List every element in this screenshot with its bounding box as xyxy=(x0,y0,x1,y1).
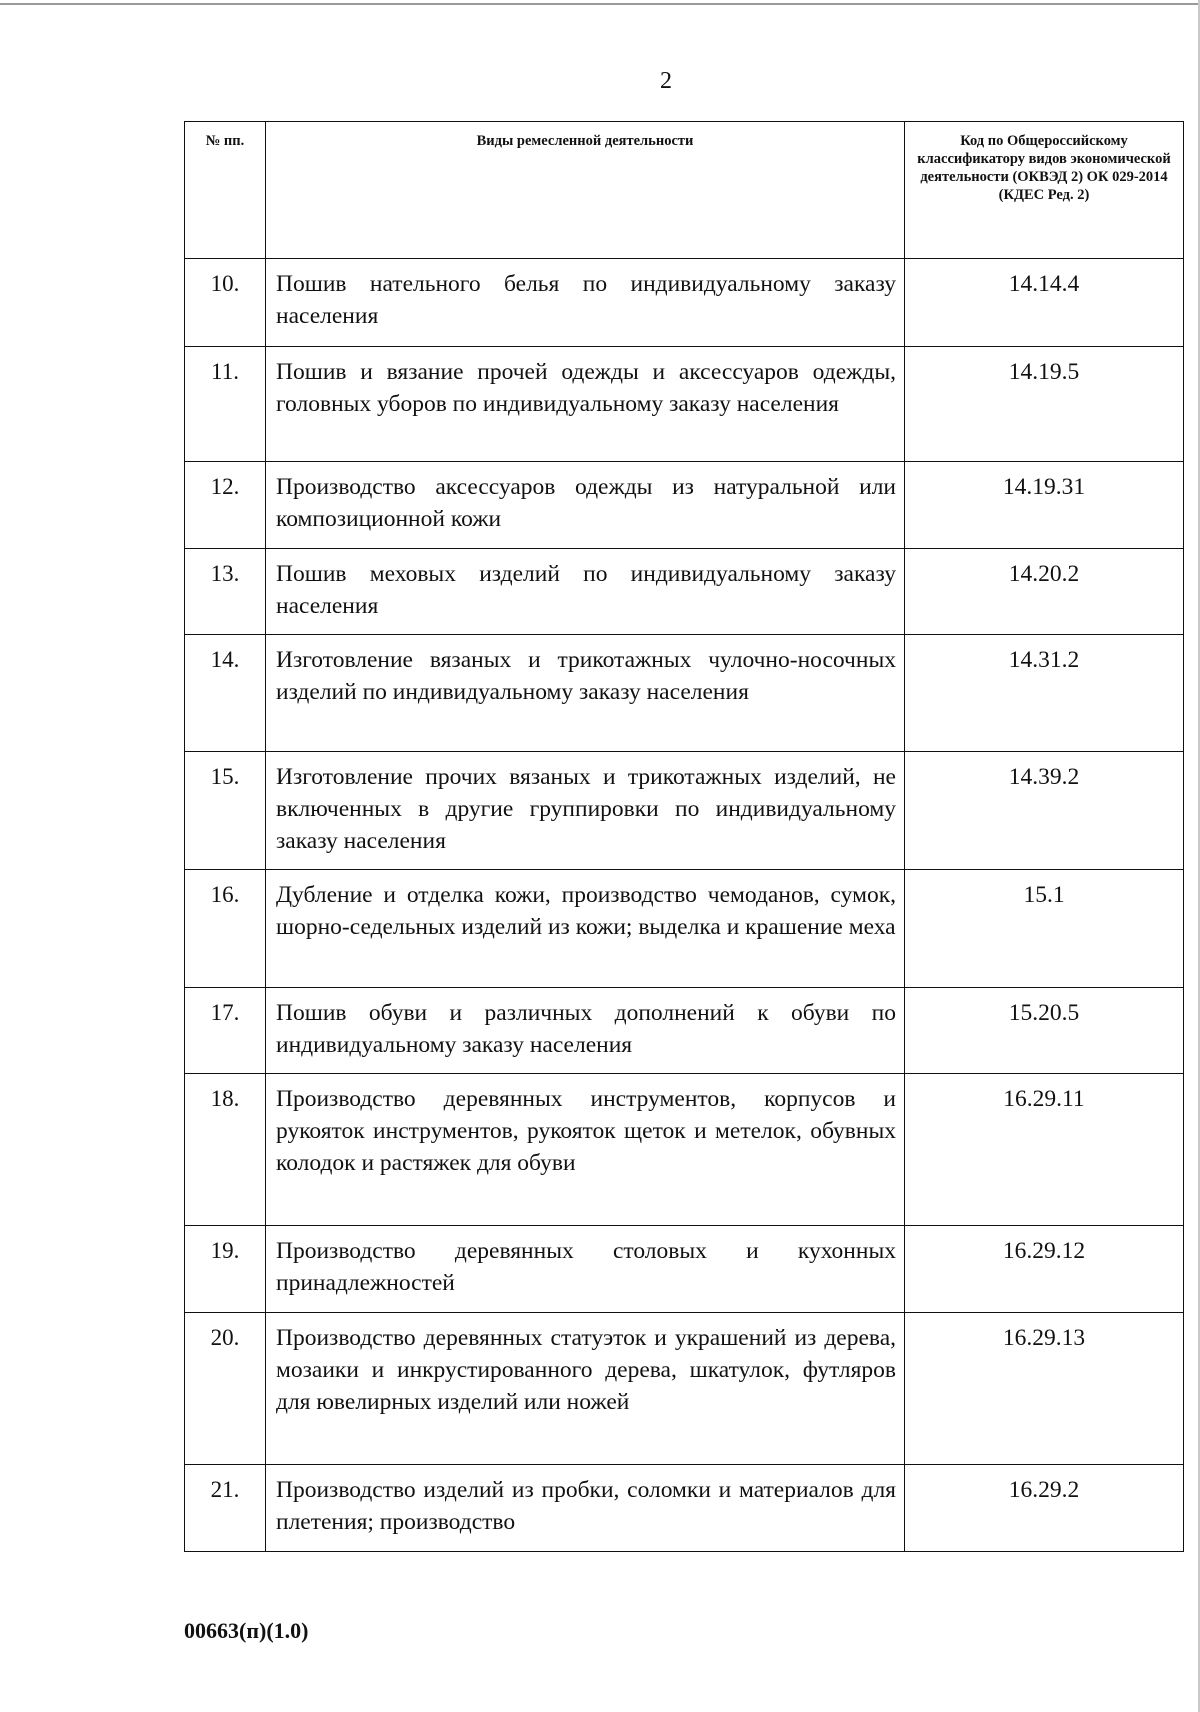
row-activity: Производство изделий из пробки, соломки и материалов для плетения; производство xyxy=(266,1465,905,1552)
row-activity: Изготовление прочих вязаных и трикотажных изделий, не включенных в другие группировки по индивидуальному заказу населения xyxy=(266,752,905,870)
table-row xyxy=(185,347,1184,462)
row-number: 14. xyxy=(185,635,266,752)
table-row xyxy=(185,1226,1184,1313)
row-code: 16.29.13 xyxy=(905,1313,1184,1465)
row-code: 16.29.12 xyxy=(905,1226,1184,1313)
row-number: 21. xyxy=(185,1465,266,1552)
header-okved-code: Код по Общероссийскому классификатору видов экономической деятельности (ОКВЭД 2) ОК 029-2014 (КДЕС Ред. 2) xyxy=(905,122,1184,259)
row-activity: Пошив нательного белья по индивидуальному заказу населения xyxy=(266,259,905,347)
table-row xyxy=(185,549,1184,635)
page-number: 2 xyxy=(660,68,672,94)
row-code: 14.39.2 xyxy=(905,752,1184,870)
row-code: 15.1 xyxy=(905,870,1184,988)
header-number: № пп. xyxy=(185,122,266,259)
row-code: 16.29.11 xyxy=(905,1074,1184,1226)
row-code: 14.14.4 xyxy=(905,259,1184,347)
table-row xyxy=(185,259,1184,347)
table-row xyxy=(185,988,1184,1074)
table-row xyxy=(185,462,1184,549)
row-activity: Изготовление вязаных и трикотажных чулочно-носочных изделий по индивидуальному заказу населения xyxy=(266,635,905,752)
row-number: 10. xyxy=(185,259,266,347)
craft-activities-table xyxy=(184,121,1184,1552)
table-row xyxy=(185,1465,1184,1552)
row-activity: Производство деревянных столовых и кухонных принадлежностей xyxy=(266,1226,905,1313)
row-code: 14.19.5 xyxy=(905,347,1184,462)
row-number: 11. xyxy=(185,347,266,462)
header-activity: Виды ремесленной деятельности xyxy=(266,122,905,259)
row-number: 18. xyxy=(185,1074,266,1226)
scan-border-top xyxy=(0,3,1200,5)
table-row xyxy=(185,1074,1184,1226)
row-number: 16. xyxy=(185,870,266,988)
table-row xyxy=(185,635,1184,752)
row-code: 14.19.31 xyxy=(905,462,1184,549)
table-header-row xyxy=(185,122,1184,259)
row-number: 15. xyxy=(185,752,266,870)
row-activity: Производство аксессуаров одежды из натуральной или композиционной кожи xyxy=(266,462,905,549)
row-activity: Пошив и вязание прочей одежды и аксессуаров одежды, головных уборов по индивидуальному заказу населения xyxy=(266,347,905,462)
table-row xyxy=(185,870,1184,988)
row-code: 14.31.2 xyxy=(905,635,1184,752)
row-number: 12. xyxy=(185,462,266,549)
row-code: 14.20.2 xyxy=(905,549,1184,635)
table-row xyxy=(185,1313,1184,1465)
row-number: 17. xyxy=(185,988,266,1074)
row-activity: Дубление и отделка кожи, производство чемоданов, сумок, шорно-седельных изделий из кожи; выделка и крашение меха xyxy=(266,870,905,988)
row-activity: Производство деревянных инструментов, корпусов и рукояток инструментов, рукояток щеток и метелок, обувных колодок и растяжек для обуви xyxy=(266,1074,905,1226)
row-activity: Пошив обуви и различных дополнений к обуви по индивидуальному заказу населения xyxy=(266,988,905,1074)
row-code: 15.20.5 xyxy=(905,988,1184,1074)
row-number: 13. xyxy=(185,549,266,635)
row-number: 19. xyxy=(185,1226,266,1313)
row-number: 20. xyxy=(185,1313,266,1465)
row-activity: Производство деревянных статуэток и украшений из дерева, мозаики и инкрустированного дерева, шкатулок, футляров для ювелирных изделий или ножей xyxy=(266,1313,905,1465)
row-activity: Пошив меховых изделий по индивидуальному заказу населения xyxy=(266,549,905,635)
row-code: 16.29.2 xyxy=(905,1465,1184,1552)
table-row xyxy=(185,752,1184,870)
document-footer-code: 00663(п)(1.0) xyxy=(184,1618,309,1643)
